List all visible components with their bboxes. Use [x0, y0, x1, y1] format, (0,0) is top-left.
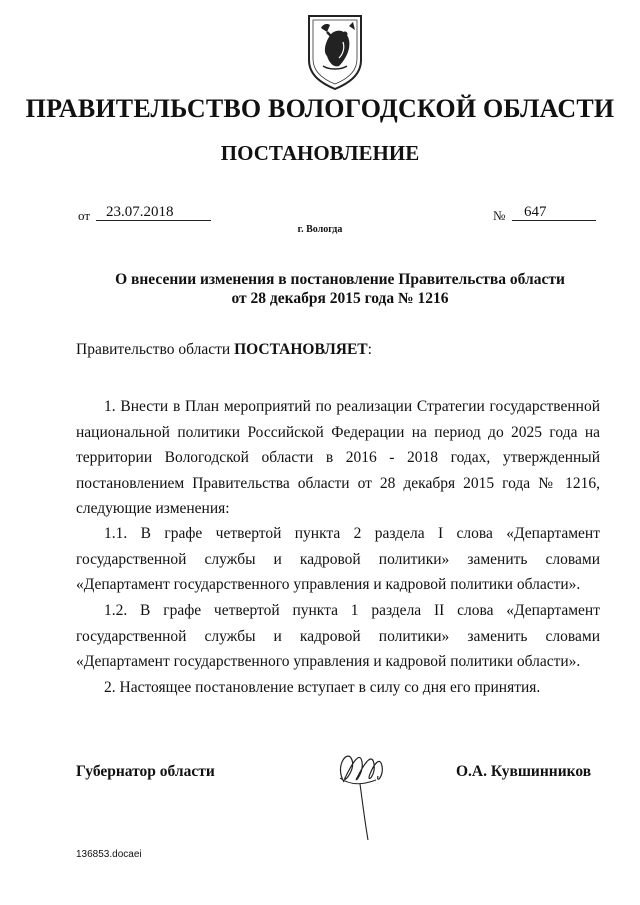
paragraph-1-1: 1.1. В графе четвертой пункта 2 раздела I слова «Департамент государственной службы и кадровой политики» заменить словами «Департамент государственного управления и кадровой политики области».: [76, 525, 600, 593]
paragraph-1-2: 1.2. В графе четвертой пункта 1 раздела II слова «Департамент государственной службы и кадровой политики» заменить словами «Департамент государственного управления и кадровой политики области».: [76, 602, 600, 670]
document-subject: [80, 270, 600, 308]
document-date: 23.07.2018: [96, 203, 211, 221]
handwritten-signature-icon: [330, 736, 390, 846]
subject-line-1: О внесении изменения в постановление Правительства области: [115, 271, 565, 288]
paragraph-1: 1. Внести в План мероприятий по реализации Стратегии государственной национальной политики Российской Федерации на период до 2025 года на территории Вологодской области в 2016 - 2018 годах, утвержденный постановлением Правительства области от 28 декабря 2015 года № 1216, следующие изменения:: [76, 398, 600, 517]
document-id: 136853.docaei: [76, 849, 142, 860]
preamble-colon: :: [367, 341, 372, 358]
preamble-decree-word: ПОСТАНОВЛЯЕТ: [234, 341, 368, 358]
government-title: ПРАВИТЕЛЬСТВО ВОЛОГОДСКОЙ ОБЛАСТИ: [25, 94, 615, 123]
signatory-name: О.А. Кувшинников: [456, 763, 592, 780]
paragraph-2: 2. Настоящее постановление вступает в силу со дня его принятия.: [104, 679, 541, 696]
number-label: №: [493, 208, 506, 223]
preamble-text: Правительство области: [76, 341, 235, 358]
coat-of-arms-icon: [303, 12, 367, 92]
signatory-title: Губернатор области: [76, 763, 215, 780]
document-number: 647: [512, 203, 596, 221]
document-type: ПОСТАНОВЛЕНИЕ: [220, 141, 420, 165]
subject-line-2: от 28 декабря 2015 года № 1216: [231, 290, 449, 307]
date-label: от: [78, 208, 91, 223]
document-city: г. Вологда: [297, 224, 343, 235]
preamble: [76, 341, 372, 359]
